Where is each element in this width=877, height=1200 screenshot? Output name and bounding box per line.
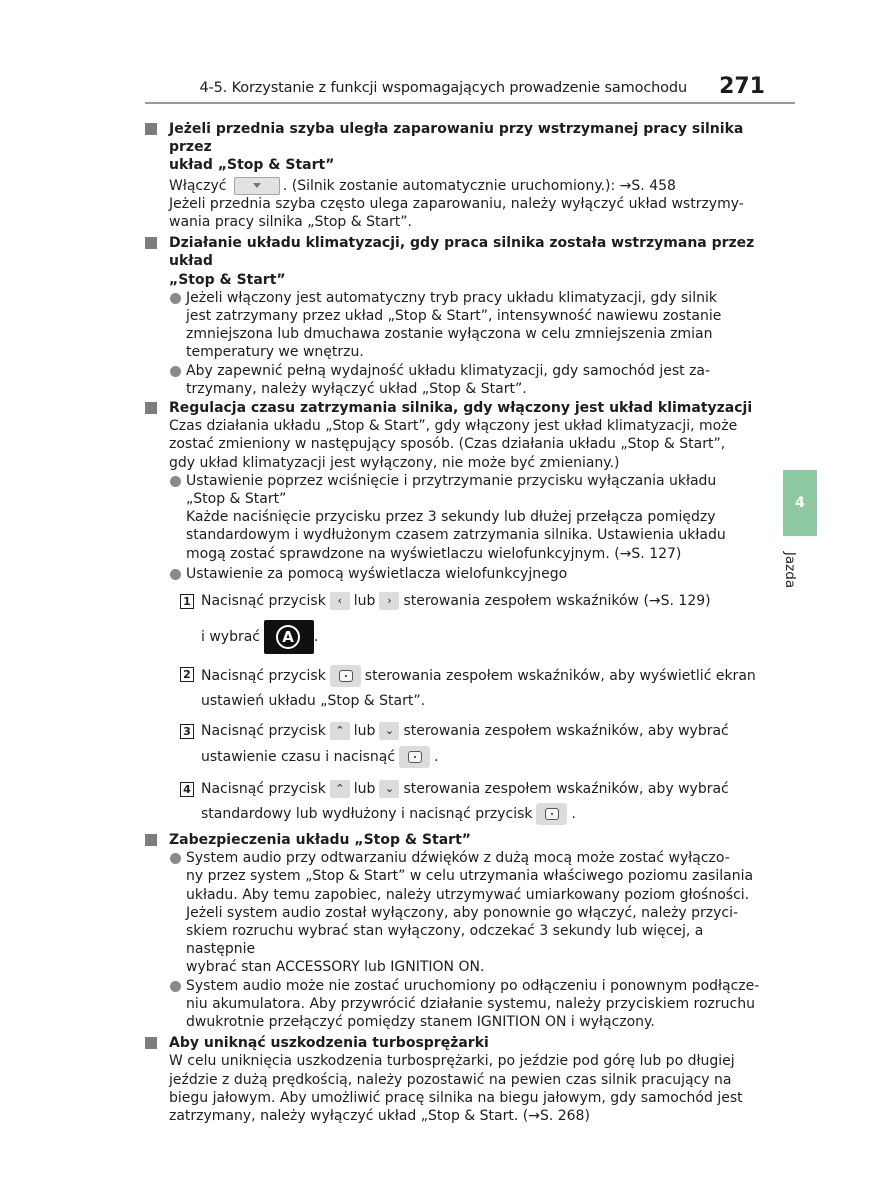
section-heading: Aby uniknąć uszkodzenia turbosprężarki xyxy=(145,1034,770,1052)
round-bullet-icon xyxy=(170,853,181,864)
page-number: 271 xyxy=(719,74,765,99)
list-item: System audio przy odtwarzaniu dźwięków z dużą mocą może zostać wyłączo- ny przez system „Stop & Start” w celu utrzymania właściwego poziomu zasilania układu. Aby temu zapobiec, należy utrzymywać umiarkowany poziom głośności. Jeżeli system audio został wyłączony, aby ponownie go włączyć, należy przyci- skiem rozruchu wybrać stan wyłączony, odczekać 3 sekundy lub więcej, a następnie wybrać stan ACCESSORY lub IGNITION ON. xyxy=(145,849,770,976)
list-item: System audio może nie zostać uruchomiony po odłączeniu i ponownym podłącze- niu akumulatora. Aby przywrócić działanie systemu, należy przyciskiem rozruchu dwukrotnie przełączyć pomiędzy stanem IGNITION ON i wyłączony. xyxy=(145,977,770,1032)
paragraph: Jeżeli przednia szyba często ulega zaparowaniu, należy wyłączyć układ wstrzymy- wania pracy silnika „Stop & Start”. xyxy=(169,195,744,231)
page-header xyxy=(145,74,765,102)
step-3: 3 Nacisnąć przycisk ⌃ lub ⌄ sterowania zespołem wskaźników, aby wybrać ustawienie czasu i nacisnąć . xyxy=(145,722,770,767)
chapter-title: 4-5. Korzystanie z funkcji wspomagających prowadzenie samochodu xyxy=(199,80,687,96)
defroster-button-icon xyxy=(234,177,280,195)
step-number: 3 xyxy=(180,724,194,739)
list-item: Aby zapewnić pełną wydajność układu klimatyzacji, gdy samochód jest za- trzymany, należy wyłączyć układ „Stop & Start”. xyxy=(145,362,770,398)
chevron-down-icon: ⌄ xyxy=(379,722,399,740)
step-1: 1 Nacisnąć przycisk ‹ lub › sterowania zespołem wskaźników (→S. 129) i wybrać A . xyxy=(145,592,770,655)
paragraph: Włączyć . (Silnik zostanie automatycznie uruchomiony.): →S. 458 xyxy=(169,177,676,194)
list-item: Ustawienie poprzez wciśnięcie i przytrzymanie przycisku wyłączania układu „Stop & Start” Każde naciśnięcie przycisku przez 3 sekundy lub dłużej przełącza pomiędzy standardowym i wydłużonym czasem zatrzymania silnika. Ustawienia układu mogą zostać sprawdzone na wyświetlaczu wielofunkcyjnym. (→S. 127) xyxy=(145,472,770,563)
section-heading: Zabezpieczenia układu „Stop & Start” xyxy=(145,831,770,849)
section-heading: Regulacja czasu zatrzymania silnika, gdy włączony jest układ klimatyzacji xyxy=(145,399,770,417)
chevron-up-icon: ⌃ xyxy=(330,780,350,798)
enter-button-icon xyxy=(330,665,361,687)
chevron-down-icon: ⌄ xyxy=(379,780,399,798)
square-bullet-icon xyxy=(145,237,157,249)
step-number: 1 xyxy=(180,594,194,609)
chevron-up-icon: ⌃ xyxy=(330,722,350,740)
chevron-left-icon: ‹ xyxy=(330,592,350,610)
step-2: 2 Nacisnąć przycisk sterowania zespołem wskaźników, aby wyświetlić ekran ustawień układu „Stop & Start”. xyxy=(145,665,770,710)
round-bullet-icon xyxy=(170,981,181,992)
chapter-tab: 4 xyxy=(783,470,817,536)
chapter-tab-label: Jazda xyxy=(782,551,799,589)
square-bullet-icon xyxy=(145,834,157,846)
paragraph: Czas działania układu „Stop & Start”, gdy włączony jest układ klimatyzacji, może zostać zmieniony w następujący sposób. (Czas działania układu „Stop & Start”, gdy układ klimatyzacji jest wyłączony, nie może być zmieniany.) xyxy=(169,418,738,471)
chevron-right-icon: › xyxy=(379,592,399,610)
section-heading: Jeżeli przednia szyba uległa zaparowaniu przy wstrzymanej pracy silnika przez układ „Stop & Start” xyxy=(145,120,770,175)
square-bullet-icon xyxy=(145,123,157,135)
enter-button-icon xyxy=(399,746,430,768)
round-bullet-icon xyxy=(170,293,181,304)
enter-button-icon xyxy=(536,803,567,825)
header-rule xyxy=(145,102,795,104)
list-item: Ustawienie za pomocą wyświetlacza wielofunkcyjnego xyxy=(145,565,770,583)
section-heading: Działanie układu klimatyzacji, gdy praca silnika została wstrzymana przez układ „Stop & Start” xyxy=(145,234,770,289)
step-4: 4 Nacisnąć przycisk ⌃ lub ⌄ sterowania zespołem wskaźników, aby wybrać standardowy lub wydłużony i nacisnąć przycisk . xyxy=(145,780,770,825)
list-item: Jeżeli włączony jest automatyczny tryb pracy układu klimatyzacji, gdy silnik jest zatrzymany przez układ „Stop & Start”, intensywność nawiewu zostanie zmniejszona lub dmuchawa zostanie wyłączona w celu zmniejszenia zmian temperatury we wnętrzu. xyxy=(145,289,770,362)
step-number: 4 xyxy=(180,782,194,797)
square-bullet-icon xyxy=(145,1037,157,1049)
step-number: 2 xyxy=(180,667,194,682)
paragraph: W celu uniknięcia uszkodzenia turbosprężarki, po jeździe pod górę lub po długiej jeździe z dużą prędkością, należy pozostawić na pewien czas silnik pracujący na biegu jałowym. Aby umożliwić pracę silnika na biegu jałowym, gdy samochód jest zatrzymany, należy wyłączyć układ „Stop & Start. (→S. 268) xyxy=(169,1053,743,1124)
page-content xyxy=(145,119,770,1125)
round-bullet-icon xyxy=(170,569,181,580)
round-bullet-icon xyxy=(170,476,181,487)
stop-start-a-icon: A xyxy=(264,620,314,654)
round-bullet-icon xyxy=(170,366,181,377)
square-bullet-icon xyxy=(145,402,157,414)
